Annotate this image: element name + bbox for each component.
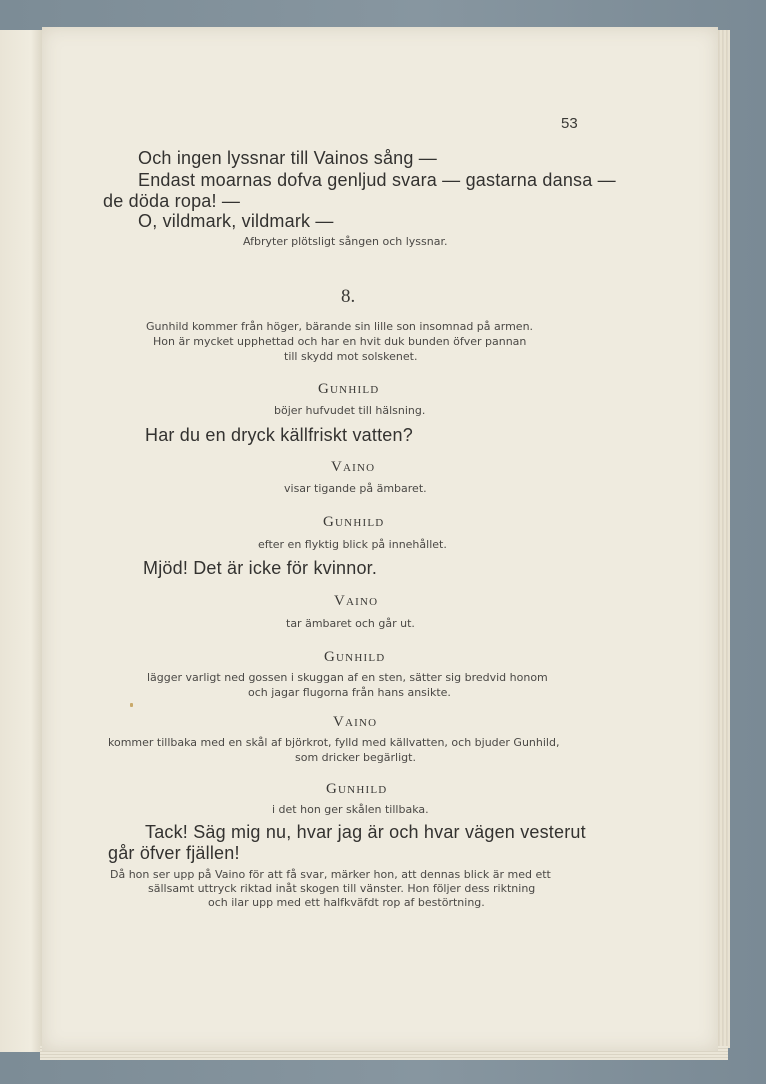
- verse-line: Endast moarnas dofva genljud svara — gastarna dansa —: [138, 170, 616, 190]
- dialogue-line: Mjöd! Det är icke för kvinnor.: [143, 558, 378, 578]
- verse-line: Och ingen lyssnar till Vainos sång —: [138, 148, 438, 168]
- stage-direction: sällsamt uttryck riktad inåt skogen till vänster. Hon följer dess riktning: [148, 882, 536, 895]
- stage-direction: Då hon ser upp på Vaino för att få svar, märker hon, att dennas blick är med ett: [110, 868, 551, 881]
- stage-direction: och ilar upp med ett halfkväfdt rop af bestörtning.: [208, 896, 485, 909]
- stage-direction: lägger varligt ned gossen i skuggan af en sten, sätter sig bredvid honom: [147, 671, 548, 684]
- stage-direction: som dricker begärligt.: [295, 751, 416, 764]
- speaker-name: Vaino: [333, 714, 378, 730]
- stage-direction: visar tigande på ämbaret.: [284, 482, 427, 495]
- verse-line: de döda ropa! —: [103, 191, 241, 211]
- stage-direction: Afbryter plötsligt sången och lyssnar.: [243, 235, 448, 248]
- speaker-name: Gunhild: [318, 381, 380, 397]
- stage-direction: efter en flyktig blick på innehållet.: [258, 538, 447, 551]
- speaker-name: Gunhild: [326, 781, 388, 797]
- stage-direction: böjer hufvudet till hälsning.: [274, 404, 426, 417]
- stage-direction: och jagar flugorna från hans ansikte.: [248, 686, 451, 699]
- speaker-name: Vaino: [334, 593, 379, 609]
- stage-direction: till skydd mot solskenet.: [284, 350, 418, 363]
- dialogue-line: går öfver fjällen!: [108, 843, 240, 863]
- speaker-name: Gunhild: [323, 514, 385, 530]
- stage-direction: kommer tillbaka med en skål af björkrot, fylld med källvatten, och bjuder Gunhild,: [108, 736, 560, 749]
- ink-spot: [130, 703, 133, 707]
- dialogue-line: Har du en dryck källfriskt vatten?: [145, 425, 413, 445]
- stage-direction: i det hon ger skålen tillbaka.: [272, 803, 429, 816]
- stage-direction: Hon är mycket upphettad och har en hvit duk bunden öfver pannan: [153, 335, 527, 348]
- dialogue-line: Tack! Säg mig nu, hvar jag är och hvar vägen vesterut: [145, 822, 586, 842]
- speaker-name: Gunhild: [324, 649, 386, 665]
- stage-direction: tar ämbaret och går ut.: [286, 617, 415, 630]
- page-number: 53: [561, 115, 578, 132]
- stage-direction: Gunhild kommer från höger, bärande sin lille son insomnad på armen.: [146, 320, 534, 333]
- speaker-name: Vaino: [331, 459, 376, 475]
- scene-number: 8.: [341, 286, 356, 307]
- verse-line: O, vildmark, vildmark —: [138, 211, 334, 231]
